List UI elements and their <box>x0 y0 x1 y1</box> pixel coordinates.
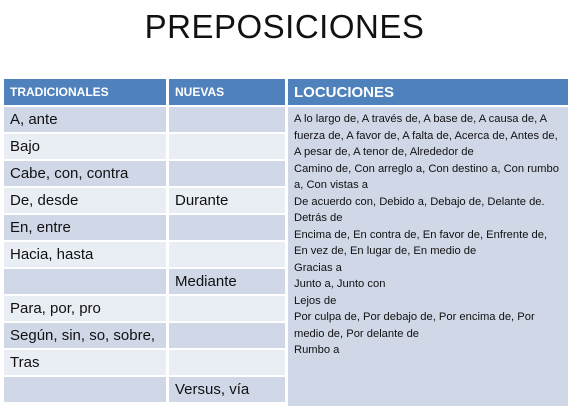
locucion-group: Junto a, Junto con <box>294 278 386 290</box>
locucion-group: A lo largo de, A través de, A base de, A causa de, A fuerza de, A favor de, A falta de, Acerca de, Antes de, A pesar de, A tenor de, Alrededor de <box>294 113 558 158</box>
header-locuciones: LOCUCIONES <box>288 79 568 105</box>
table-cell <box>169 296 285 321</box>
header-nuevas: NUEVAS <box>169 79 285 105</box>
table-cell <box>169 161 285 186</box>
table-cell: Cabe, con, contra <box>4 161 166 186</box>
locucion-group: Rumbo a <box>294 344 340 356</box>
table-cell: En, entre <box>4 215 166 240</box>
table-cell: Durante <box>169 188 285 213</box>
table-cell: De, desde <box>4 188 166 213</box>
locucion-group: Camino de, Con arreglo a, Con destino a, Con rumbo a, Con vistas a <box>294 162 559 191</box>
header-tradicionales: TRADICIONALES <box>4 79 166 105</box>
prepositions-table <box>4 79 568 406</box>
locucion-group: De acuerdo con, Debido a, Debajo de, Delante de. Detrás de <box>294 195 545 224</box>
table-cell: Mediante <box>169 269 285 294</box>
locucion-group: Encima de, En contra de, En favor de, Enfrente de, En vez de, En lugar de, En medio de <box>294 228 548 257</box>
table-cell: Bajo <box>4 134 166 159</box>
table-cell: Según, sin, so, sobre, <box>4 323 166 348</box>
table-cell: Para, por, pro <box>4 296 166 321</box>
page-title: PREPOSICIONES <box>144 8 425 45</box>
table-cell <box>169 350 285 375</box>
locucion-group: Por culpa de, Por debajo de, Por encima de, Por medio de, Por delante de <box>294 311 535 340</box>
column-tradicionales <box>4 79 166 406</box>
locucion-group: Gracias a <box>294 261 342 274</box>
table-cell: A, ante <box>4 107 166 132</box>
table-cell <box>169 215 285 240</box>
column-nuevas <box>169 79 285 406</box>
table-cell: Hacia, hasta <box>4 242 166 267</box>
table-cell <box>4 269 166 294</box>
column-locuciones <box>288 79 568 406</box>
locucion-group: Lejos de <box>294 294 337 307</box>
table-cell: Tras <box>4 350 166 375</box>
table-cell <box>4 377 166 402</box>
table-cell: Versus, vía <box>169 377 285 402</box>
table-cell <box>169 134 285 159</box>
table-cell <box>169 323 285 348</box>
locuciones-cell <box>288 107 568 406</box>
table-cell <box>169 242 285 267</box>
table-cell <box>169 107 285 132</box>
